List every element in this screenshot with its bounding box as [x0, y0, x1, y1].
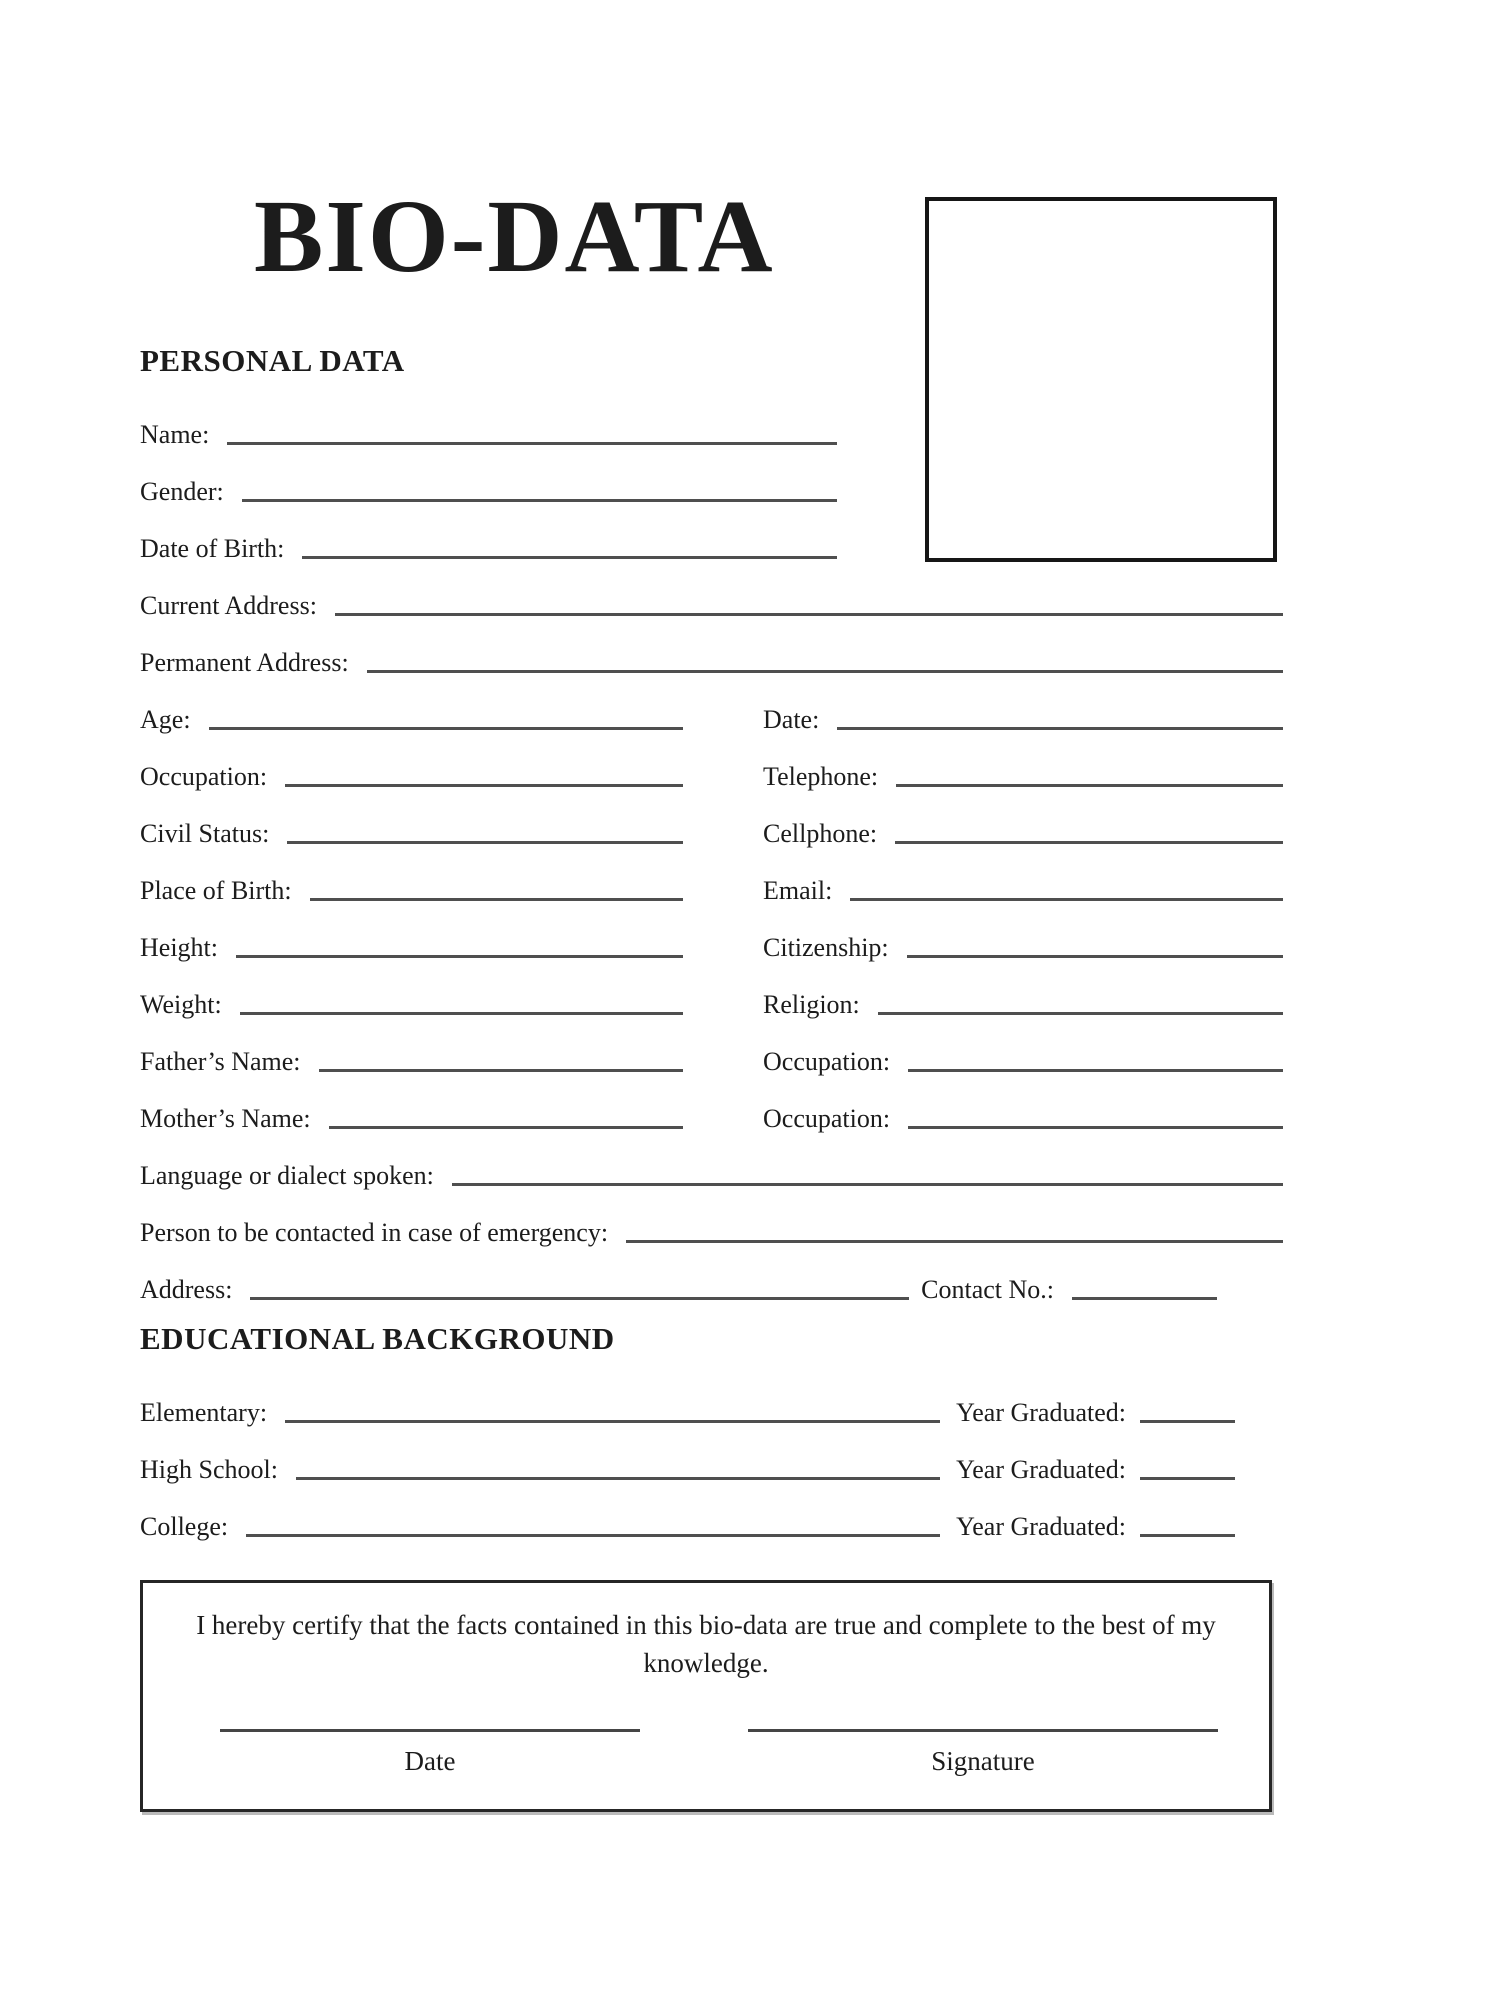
field-line-elementary-year-graduated — [1140, 1420, 1235, 1423]
field-label-high-school-year-graduated: Year Graduated: — [956, 1455, 1126, 1485]
field-line-college — [246, 1534, 940, 1537]
row-college — [140, 1485, 1283, 1542]
field-label-current-address: Current Address: — [140, 591, 317, 621]
field-label-weight: Weight: — [140, 990, 222, 1020]
field-line-elementary — [285, 1420, 940, 1423]
field-line-age — [209, 727, 683, 730]
field-line-place-of-birth — [310, 898, 683, 901]
row-occupation-telephone — [140, 735, 1283, 792]
date-label: Date — [404, 1745, 456, 1776]
field-line-contact-no — [1072, 1297, 1217, 1300]
section-heading-educational-background: EDUCATIONAL BACKGROUND — [140, 1321, 615, 1356]
field-line-college-year-graduated — [1140, 1534, 1235, 1537]
field-line-email — [850, 898, 1283, 901]
field-label-cellphone: Cellphone: — [763, 819, 878, 849]
field-line-address — [250, 1297, 909, 1300]
field-label-height: Height: — [140, 933, 218, 963]
signature-block — [748, 1729, 1218, 1777]
field-label-occupation: Occupation: — [140, 762, 268, 792]
row-date-of-birth — [140, 507, 1283, 564]
signature-line — [748, 1729, 1218, 1732]
field-label-gender: Gender: — [140, 477, 224, 507]
field-label-mothers-name: Mother’s Name: — [140, 1104, 311, 1134]
row-permanent-address — [140, 621, 1283, 678]
field-label-elementary: Elementary: — [140, 1398, 268, 1428]
date-signature-line — [220, 1729, 640, 1732]
field-label-elementary-year-graduated: Year Graduated: — [956, 1398, 1126, 1428]
field-line-high-school — [296, 1477, 940, 1480]
field-label-citizenship: Citizenship: — [763, 933, 889, 963]
field-line-mothers-name — [329, 1126, 683, 1129]
row-place-of-birth-email — [140, 849, 1283, 906]
row-fathers-name-occupation — [140, 1020, 1283, 1077]
field-line-emergency-person — [626, 1240, 1283, 1243]
field-line-name — [227, 442, 837, 445]
field-label-language: Language or dialect spoken: — [140, 1161, 434, 1191]
row-current-address — [140, 564, 1283, 621]
field-line-gender — [242, 499, 837, 502]
signature-row — [183, 1729, 1229, 1777]
education-rows — [140, 1371, 1283, 1542]
form-title: BIO-DATA — [254, 179, 775, 294]
biodata-form — [140, 0, 1283, 1812]
field-line-fathers-name — [319, 1069, 683, 1072]
field-label-college-year-graduated: Year Graduated: — [956, 1512, 1126, 1542]
field-label-address: Address: — [140, 1275, 233, 1305]
field-label-fathers-name: Father’s Name: — [140, 1047, 301, 1077]
field-line-telephone — [896, 784, 1283, 787]
field-label-civil-status: Civil Status: — [140, 819, 270, 849]
field-line-date — [837, 727, 1283, 730]
field-line-date-of-birth — [302, 556, 837, 559]
field-line-height — [236, 955, 683, 958]
field-label-age: Age: — [140, 705, 191, 735]
field-label-date: Date: — [763, 705, 820, 735]
certification-box — [140, 1580, 1272, 1812]
field-line-citizenship — [907, 955, 1283, 958]
row-high-school — [140, 1428, 1283, 1485]
row-height-citizenship — [140, 906, 1283, 963]
field-label-mother-occupation: Occupation: — [763, 1104, 891, 1134]
section-heading-personal-data: PERSONAL DATA — [140, 343, 405, 378]
row-civil-status-cellphone — [140, 792, 1283, 849]
field-label-permanent-address: Permanent Address: — [140, 648, 349, 678]
row-weight-religion — [140, 963, 1283, 1020]
date-signature-block — [220, 1729, 640, 1777]
field-label-religion: Religion: — [763, 990, 860, 1020]
field-label-telephone: Telephone: — [763, 762, 879, 792]
row-gender — [140, 450, 1283, 507]
row-emergency-person — [140, 1191, 1283, 1248]
field-label-college: College: — [140, 1512, 229, 1542]
field-line-high-school-year-graduated — [1140, 1477, 1235, 1480]
field-label-email: Email: — [763, 876, 833, 906]
row-language — [140, 1134, 1283, 1191]
field-label-name: Name: — [140, 420, 210, 450]
row-age-date — [140, 678, 1283, 735]
field-line-mother-occupation — [908, 1126, 1283, 1129]
row-elementary — [140, 1371, 1283, 1428]
field-label-emergency-person: Person to be contacted in case of emergency: — [140, 1218, 609, 1248]
field-label-contact-no: Contact No.: — [921, 1275, 1054, 1305]
signature-label: Signature — [931, 1745, 1035, 1776]
field-line-weight — [240, 1012, 683, 1015]
personal-data-rows — [140, 393, 1283, 1305]
field-line-current-address — [335, 613, 1283, 616]
row-address-contact-no — [140, 1248, 1283, 1305]
field-label-high-school: High School: — [140, 1455, 278, 1485]
field-label-father-occupation: Occupation: — [763, 1047, 891, 1077]
field-label-date-of-birth: Date of Birth: — [140, 534, 285, 564]
field-label-place-of-birth: Place of Birth: — [140, 876, 292, 906]
field-line-permanent-address — [367, 670, 1283, 673]
field-line-cellphone — [895, 841, 1283, 844]
field-line-civil-status — [287, 841, 683, 844]
field-line-occupation — [285, 784, 683, 787]
field-line-language — [452, 1183, 1283, 1186]
row-mothers-name-occupation — [140, 1077, 1283, 1134]
field-line-religion — [878, 1012, 1283, 1015]
certification-text: I hereby certify that the facts contained in this bio-data are true and complete to the best of my knowledge. — [196, 1610, 1216, 1678]
field-line-father-occupation — [908, 1069, 1283, 1072]
row-name — [140, 393, 1283, 450]
